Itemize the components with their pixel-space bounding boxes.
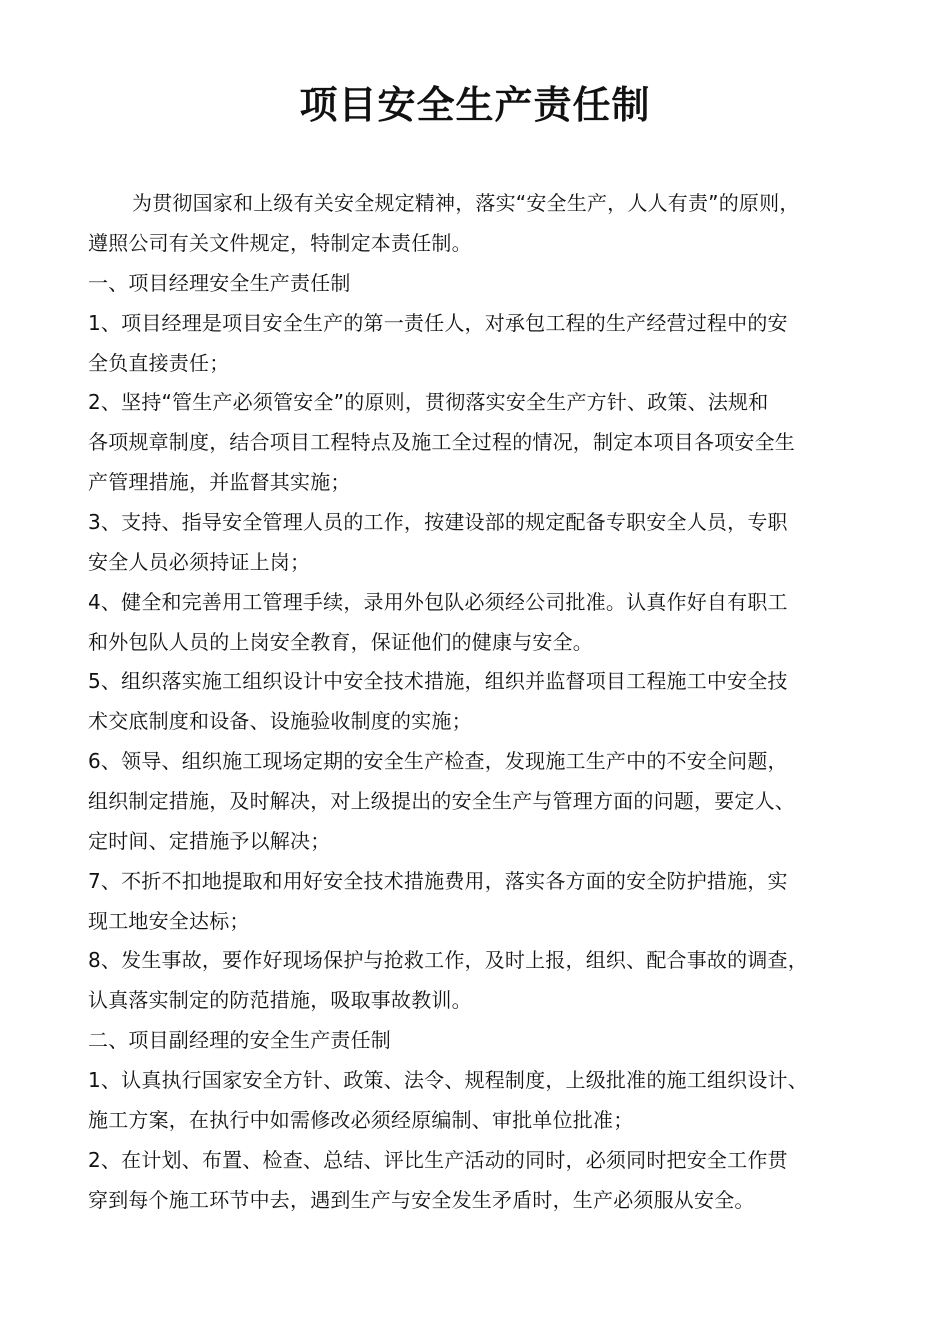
- item-1-6-line-3: 定时间、定措施予以解决；: [88, 829, 331, 853]
- section-heading-2: 二、项目副经理的安全生产责任制: [88, 1028, 391, 1052]
- item-1-8-line-2: 认真落实制定的防范措施，吸取事故教训。: [88, 988, 472, 1012]
- item-1-7-line-1: 7、不折不扣地提取和用好安全技术措施费用，落实各方面的安全防护措施，实: [88, 869, 788, 893]
- item-1-2-line-2: 各项规章制度，结合项目工程特点及施工全过程的情况，制定本项目各项安全生: [88, 430, 795, 454]
- item-1-2-line-1: 2、坚持“管生产必须管安全”的原则，贯彻落实安全生产方针、政策、法规和: [88, 390, 769, 414]
- item-2-1-line-2: 施工方案，在执行中如需修改必须经原编制、审批单位批准；: [88, 1108, 634, 1132]
- item-1-6-line-1: 6、领导、组织施工现场定期的安全生产检查，发现施工生产中的不安全问题，: [88, 749, 788, 773]
- item-1-3-line-1: 3、支持、指导安全管理人员的工作，按建设部的规定配备专职安全人员，专职: [88, 510, 788, 534]
- item-1-5-line-1: 5、组织落实施工组织设计中安全技术措施，组织并监督项目工程施工中安全技: [88, 669, 788, 693]
- item-1-1-line-1: 1、项目经理是项目安全生产的第一责任人，对承包工程的生产经营过程中的安: [88, 311, 788, 335]
- item-1-4-line-1: 4、健全和完善用工管理手续，录用外包队必须经公司批准。认真作好自有职工: [88, 590, 788, 614]
- document-title: 项目安全生产责任制: [299, 83, 651, 127]
- item-1-7-line-2: 现工地安全达标；: [88, 909, 250, 933]
- item-1-4-line-2: 和外包队人员的上岗安全教育，保证他们的健康与安全。: [88, 630, 593, 654]
- item-1-2-line-3: 产管理措施，并监督其实施；: [88, 470, 351, 494]
- intro-line-2: 遵照公司有关文件规定，特制定本责任制。: [88, 231, 472, 255]
- item-1-8-line-1: 8、发生事故，要作好现场保护与抢救工作，及时上报，组织、配合事故的调查，: [88, 948, 808, 972]
- item-1-1-line-2: 全负直接责任；: [88, 351, 230, 375]
- item-2-2-line-1: 2、在计划、布置、检查、总结、评比生产活动的同时，必须同时把安全工作贯: [88, 1148, 788, 1172]
- item-1-5-line-2: 术交底制度和设备、设施验收制度的实施；: [88, 709, 472, 733]
- item-2-1-line-1: 1、认真执行国家安全方针、政策、法令、规程制度，上级批准的施工组织设计、: [88, 1068, 808, 1092]
- item-1-3-line-2: 安全人员必须持证上岗；: [88, 550, 311, 574]
- intro-line-1: 为贯彻国家和上级有关安全规定精神，落实“安全生产，人人有责”的原则，: [132, 191, 800, 215]
- item-2-2-line-2: 穿到每个施工环节中去，遇到生产与安全发生矛盾时，生产必须服从安全。: [88, 1188, 755, 1212]
- section-heading-1: 一、项目经理安全生产责任制: [88, 271, 351, 295]
- item-1-6-line-2: 组织制定措施，及时解决，对上级提出的安全生产与管理方面的问题，要定人、: [88, 789, 795, 813]
